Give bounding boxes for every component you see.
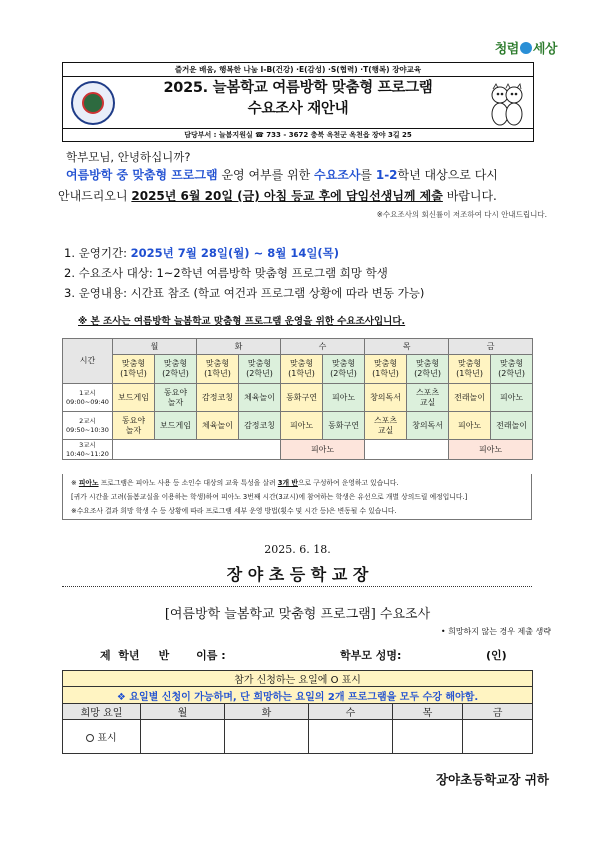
grade2-header: 맞춤형 (2학년) <box>491 355 533 384</box>
document-title: 2025. 늘봄학교 여름방학 맞춤형 프로그램 수요조사 재안내 <box>163 80 433 117</box>
program-cell: 피아노 <box>491 384 533 412</box>
program-cell: 감정코칭 <box>239 412 281 440</box>
day-header-mon: 월 <box>113 339 197 355</box>
program-cell: 창의독서 <box>407 412 449 440</box>
empty-cell <box>113 440 281 460</box>
survey-purpose-notice: ※ 본 조사는 여름방학 늘봄학교 맞춤형 프로그램 운영을 위한 수요조사입니다. <box>78 316 406 327</box>
mark-cell-mon[interactable] <box>141 720 225 754</box>
table-row <box>63 384 533 412</box>
mascot-icon <box>487 81 527 127</box>
school-emblem-icon <box>71 81 115 125</box>
survey-instruction: ❖ 요일별 신청이 가능하며, 단 희망하는 요일의 2개 프로그램을 모두 수강 해야함. <box>63 687 533 704</box>
globe-icon <box>520 42 532 54</box>
grade2-header: 맞춤형 (2학년) <box>155 355 197 384</box>
program-cell: 전래놀이 <box>449 384 491 412</box>
student-info-line: 제 학년 반 이름 : <box>100 649 226 662</box>
program-cell-piano-fri: 피아노 <box>449 440 533 460</box>
mark-cell-wed[interactable] <box>309 720 393 754</box>
program-cell: 감정코칭 <box>197 384 239 412</box>
schedule-table <box>62 338 533 460</box>
issue-date: 2025. 6. 18. <box>264 543 331 556</box>
grade1-header: 맞춤형 (1학년) <box>281 355 323 384</box>
day-header-wed: 수 <box>281 339 365 355</box>
program-cell-piano-wed: 피아노 <box>281 440 365 460</box>
survey-table <box>62 670 533 754</box>
seal-label: (인) <box>486 649 507 662</box>
program-cell: 전래놀이 <box>491 412 533 440</box>
table-row <box>63 412 533 440</box>
empty-cell <box>365 440 449 460</box>
grade1-header: 맞춤형 (1학년) <box>113 355 155 384</box>
item-period: 1. 운영기간: 2025년 7월 28일(월) ~ 8월 14일(목) <box>64 246 340 260</box>
day-header-fri: 금 <box>449 339 533 355</box>
survey-day-fri: 금 <box>463 704 533 720</box>
circle-icon <box>86 734 94 742</box>
period-time: 1교시 09:00~09:40 <box>63 384 113 412</box>
integrity-logo: 청렴 세상 <box>494 42 557 57</box>
program-cell: 동요야 놀자 <box>113 412 155 440</box>
intro-line-3: 안내드리오니 2025년 6월 20일 (금) 아침 등교 후에 담임선생님께 제출 바랍니다. <box>58 189 497 203</box>
program-cell: 스포츠 교실 <box>407 384 449 412</box>
program-cell: 동화구연 <box>323 412 365 440</box>
resend-note: ※수요조사의 회신률이 저조하여 다시 안내드립니다. <box>376 210 547 219</box>
grade2-header: 맞춤형 (2학년) <box>407 355 449 384</box>
program-cell: 체육놀이 <box>239 384 281 412</box>
parent-name-label: 학부모 성명: <box>340 649 402 662</box>
day-header-thu: 목 <box>365 339 449 355</box>
mark-cell-tue[interactable] <box>225 720 309 754</box>
grade1-header: 맞춤형 (1학년) <box>365 355 407 384</box>
piano-note: ※ 피아노 프로그램은 피아노 사용 등 소인수 대상의 교육 특성을 살려 3개 반으로 구성하여 운영하고 있습니다. <box>71 479 399 487</box>
program-cell: 보드게임 <box>113 384 155 412</box>
program-cell: 동화구연 <box>281 384 323 412</box>
school-motto: 즐거운 배움, 행복한 나눔 I-B(건강) ·E(감성) ·S(협력) ·T(행복) 장야교육 <box>63 63 533 77</box>
document-header <box>62 62 534 142</box>
mark-cell-thu[interactable] <box>393 720 463 754</box>
greeting: 학부모님, 안녕하십니까? <box>66 150 191 164</box>
item-target: 2. 수요조사 대상: 1~2학년 여름방학 맞춤형 프로그램 희망 학생 <box>64 266 388 280</box>
survey-header: 참가 신청하는 요일에 O 표시 <box>63 671 533 687</box>
program-cell: 스포츠 교실 <box>365 412 407 440</box>
program-cell: 보드게임 <box>155 412 197 440</box>
department-info: 담당부서 : 늘봄지원실 ☎ 733 - 3672 충북 옥천군 옥천읍 장야 3길 25 <box>63 128 533 141</box>
schedule-notes <box>62 474 532 520</box>
principal-signature: 장 야 초 등 학 교 장 <box>226 565 369 584</box>
pickup-note: [귀가 시간을 고려(돌봄교실을 이용하는 학생)하여 피아노 3번째 시간(3교시)에 참여하는 학생은 유선으로 개별 상의드릴 예정입니다.] <box>71 493 468 501</box>
grade2-header: 맞춤형 (2학년) <box>239 355 281 384</box>
table-row <box>63 440 533 460</box>
time-header: 시간 <box>63 339 113 384</box>
exempt-note: • 희망하지 않는 경우 제출 생략 <box>440 627 551 636</box>
program-cell: 창의독서 <box>365 384 407 412</box>
program-cell: 피아노 <box>281 412 323 440</box>
survey-day-thu: 목 <box>393 704 463 720</box>
mark-cell-fri[interactable] <box>463 720 533 754</box>
survey-day-tue: 화 <box>225 704 309 720</box>
cut-line <box>62 586 532 587</box>
grade1-header: 맞춤형 (1학년) <box>449 355 491 384</box>
program-cell: 체육놀이 <box>197 412 239 440</box>
intro-line-2: 여름방학 중 맞춤형 프로그램 운영 여부를 위한 수요조사를 1-2학년 대상으로 다시 <box>66 168 498 182</box>
item-content: 3. 운영내용: 시간표 참조 (학교 여건과 프로그램 상황에 따라 변동 가능) <box>64 286 425 300</box>
survey-day-wed: 수 <box>309 704 393 720</box>
program-cell: 피아노 <box>323 384 365 412</box>
preferred-day-label: 희망 요일 <box>63 704 141 720</box>
grade1-header: 맞춤형 (1학년) <box>197 355 239 384</box>
change-note: ※수요조사 결과 희망 학생 수 등 상황에 따라 프로그램 세부 운영 방법(횟수 및 시간 등)은 변동될 수 있습니다. <box>71 507 397 515</box>
day-header-tue: 화 <box>197 339 281 355</box>
survey-day-mon: 월 <box>141 704 225 720</box>
period-time: 3교시 10:40~11:20 <box>63 440 113 460</box>
period-time: 2교시 09:50~10:30 <box>63 412 113 440</box>
program-cell: 피아노 <box>449 412 491 440</box>
program-cell: 동요야 놀자 <box>155 384 197 412</box>
survey-title: [여름방학 늘봄학교 맞춤형 프로그램] 수요조사 <box>164 607 431 622</box>
grade2-header: 맞춤형 (2학년) <box>323 355 365 384</box>
closing-addressee: 장야초등학교장 귀하 <box>435 772 549 787</box>
mark-label: 표시 <box>63 720 141 754</box>
